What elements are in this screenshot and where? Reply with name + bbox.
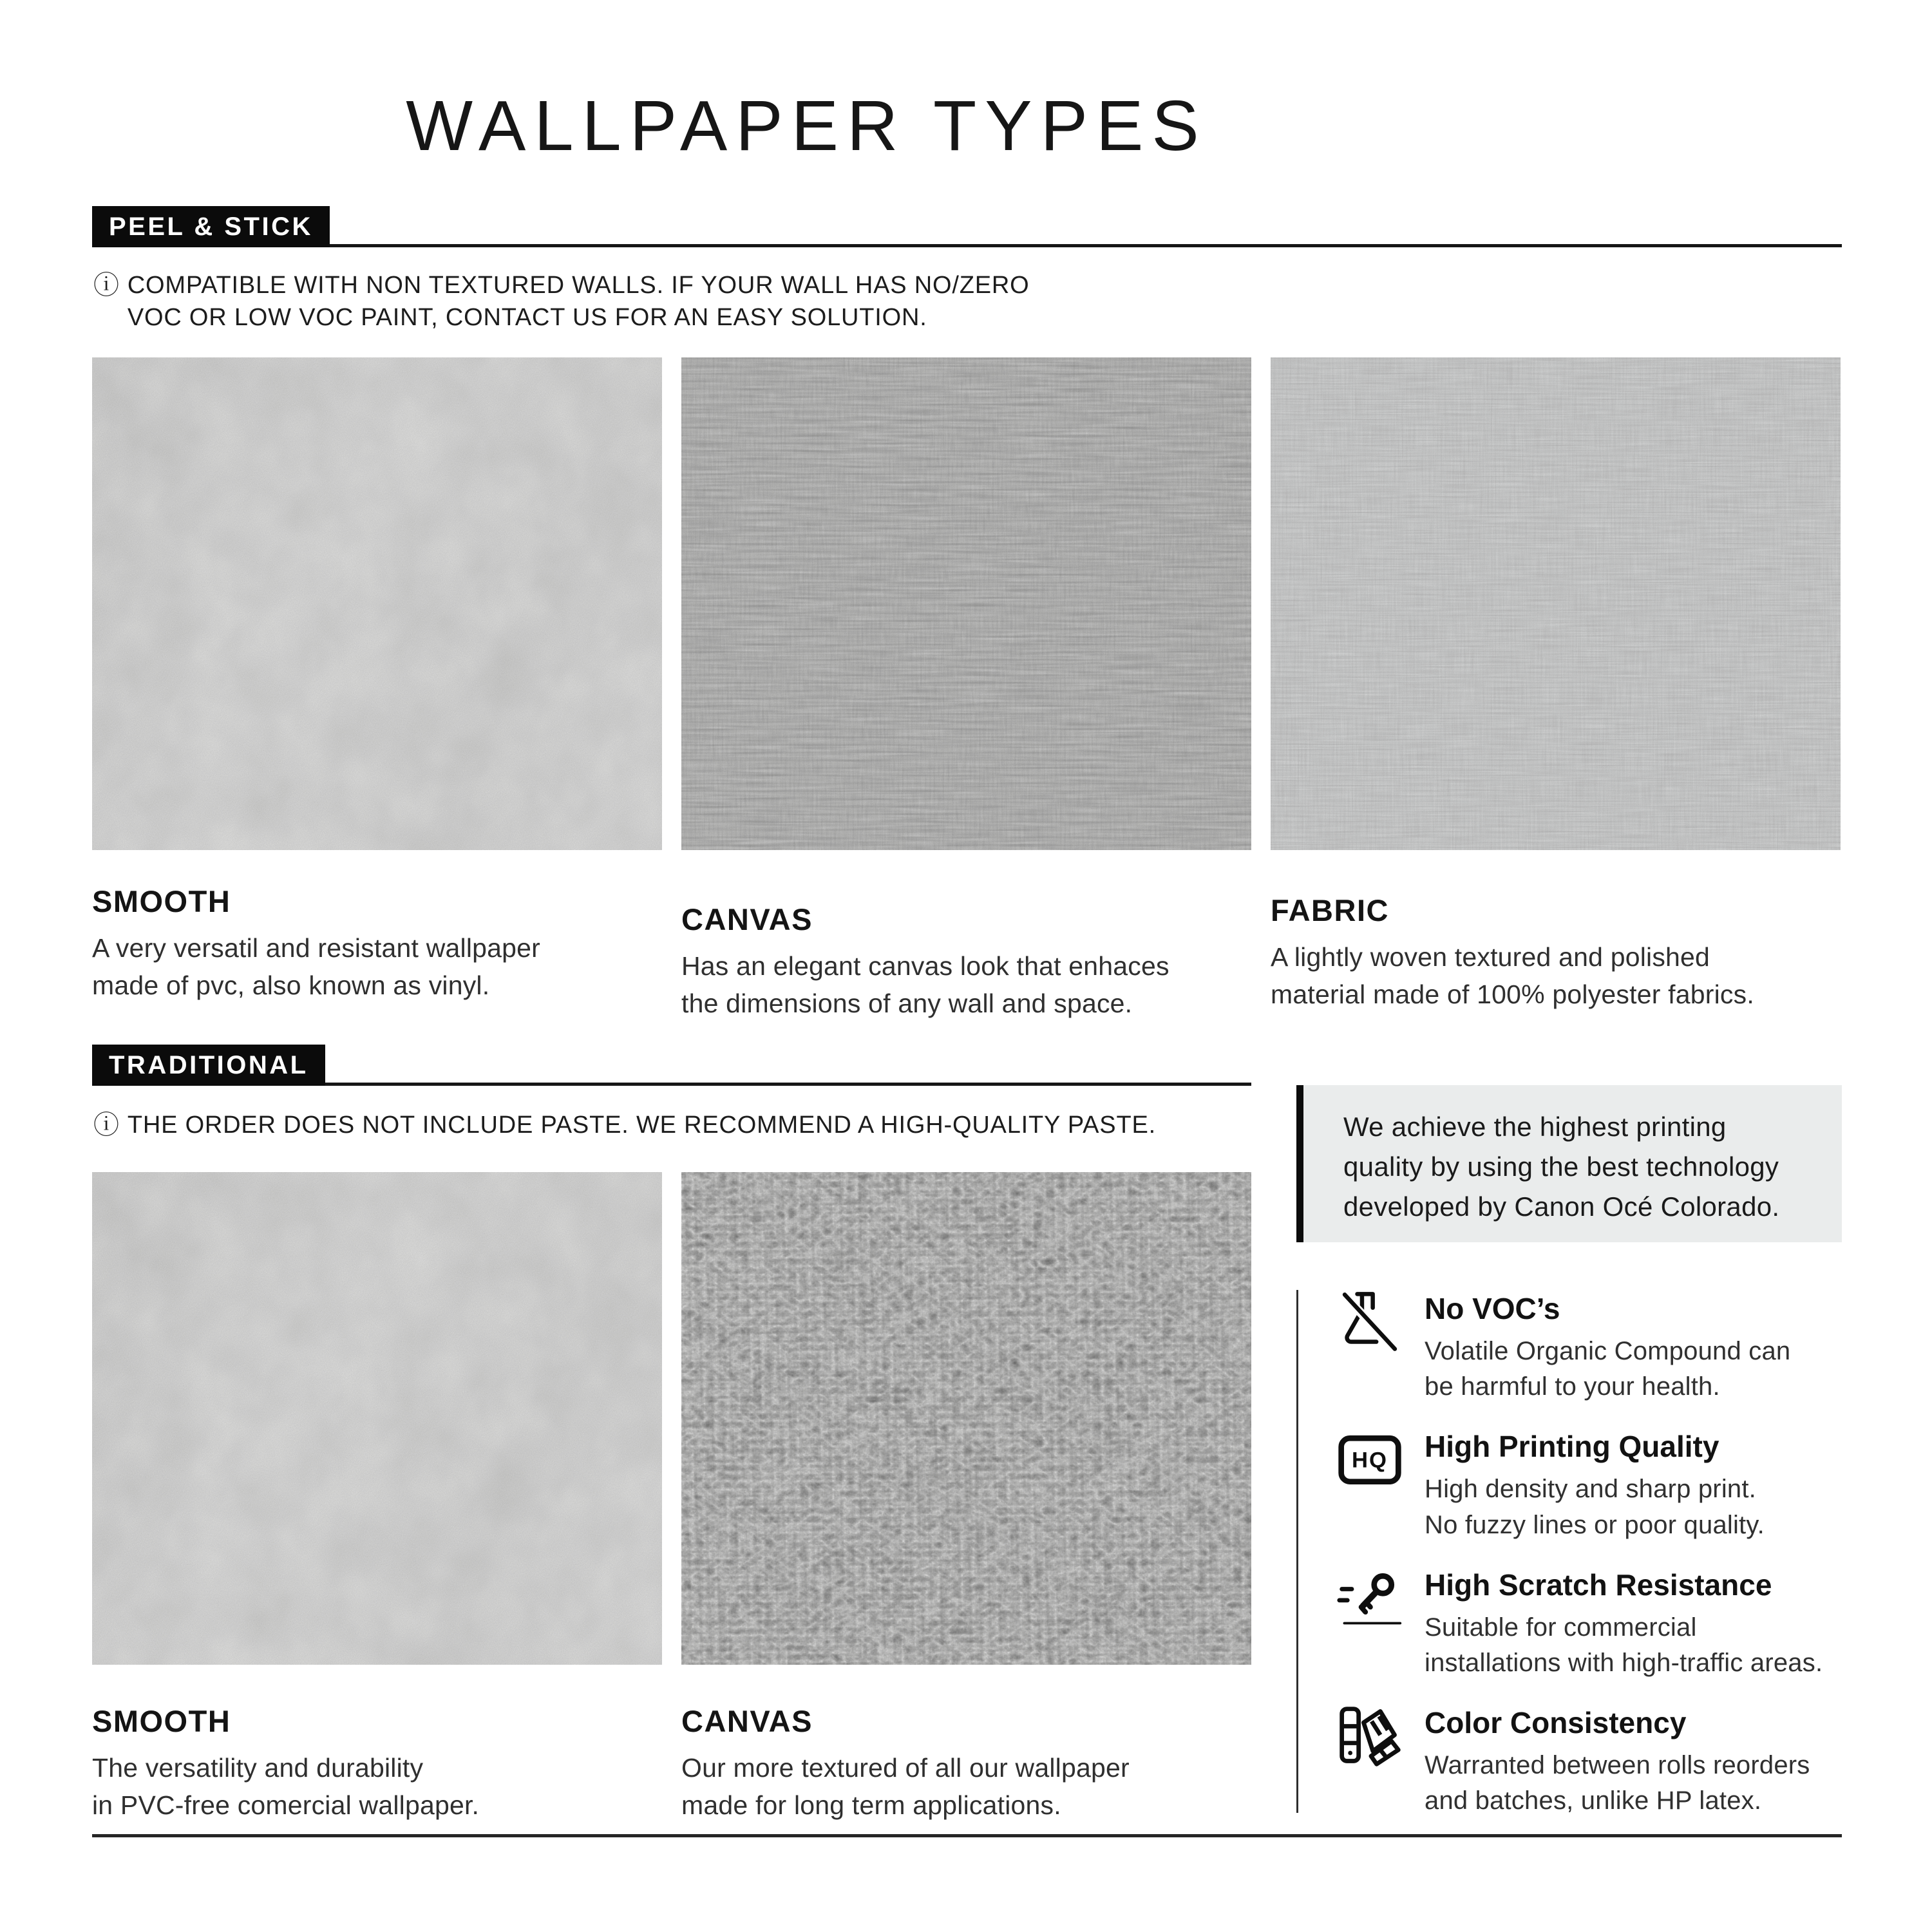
swatch-name: SMOOTH	[92, 1704, 231, 1738]
feature-scratch-resistance	[1336, 1566, 1842, 1681]
scratch-resistance-key-icon	[1336, 1565, 1408, 1631]
quality-statement-line: developed by Canon Océ Colorado.	[1343, 1191, 1780, 1222]
feature-title: High Scratch Resistance	[1425, 1567, 1772, 1602]
swatch-card-fabric-peel	[1271, 357, 1841, 1013]
swatch-card-smooth-traditional	[92, 1172, 662, 1824]
smooth-texture-image	[92, 357, 662, 850]
feature-desc-line: Volatile Organic Compound can	[1425, 1337, 1791, 1365]
traditional-rule	[325, 1083, 1251, 1086]
traditional-note	[93, 1109, 1156, 1141]
texture-swatch-canvas	[681, 357, 1251, 850]
swatch-name: SMOOTH	[92, 884, 231, 918]
texture-swatch-smooth	[92, 1172, 662, 1665]
note-line: COMPATIBLE WITH NON TEXTURED WALLS. IF YOUR WALL HAS NO/ZERO	[127, 272, 1030, 299]
feature-text	[1425, 1566, 1842, 1681]
feature-text	[1425, 1704, 1842, 1819]
peel-stick-rule	[330, 244, 1842, 247]
feature-desc-line: No fuzzy lines or poor quality.	[1425, 1510, 1765, 1539]
feature-description	[1425, 1748, 1842, 1819]
canvas-texture-image	[681, 357, 1251, 850]
swatch-desc-line: the dimensions of any wall and space.	[681, 989, 1133, 1019]
swatch-desc-line: A very versatil and resistant wallpaper	[92, 933, 541, 963]
swatch-card-smooth-peel	[92, 357, 662, 1004]
feature-description	[1425, 1334, 1842, 1405]
swatch-desc-line: The versatility and durability	[92, 1753, 424, 1783]
no-voc-flask-icon	[1336, 1289, 1408, 1354]
info-icon: ⓘ	[93, 271, 120, 299]
texture-swatch-fabric	[1271, 357, 1841, 850]
swatch-name: CANVAS	[681, 902, 813, 936]
traditional-label: TRADITIONAL	[92, 1045, 325, 1086]
swatch-card-canvas-traditional	[681, 1172, 1251, 1824]
note-lines	[128, 1109, 1156, 1141]
feature-text	[1425, 1290, 1842, 1405]
peel-stick-note	[93, 269, 1030, 334]
printing-quality-panel	[1296, 1085, 1842, 1242]
quality-statement-line: quality by using the best technology	[1343, 1151, 1779, 1182]
feature-title: High Printing Quality	[1425, 1430, 1719, 1464]
feature-desc-line: Suitable for commercial	[1425, 1613, 1697, 1642]
swatch-description	[92, 929, 662, 1004]
swatch-name: FABRIC	[1271, 893, 1389, 927]
swatch-desc-line: Has an elegant canvas look that enhaces	[681, 951, 1170, 981]
texture-swatch-smooth	[92, 357, 662, 850]
swatch-desc-line: Our more textured of all our wallpaper	[681, 1753, 1130, 1783]
smooth-texture-image	[92, 1172, 662, 1665]
feature-high-printing-quality	[1336, 1428, 1842, 1542]
feature-desc-line: and batches, unlike HP latex.	[1425, 1786, 1762, 1815]
swatch-desc-line: material made of 100% polyester fabrics.	[1271, 980, 1754, 1010]
swatch-desc-line: made for long term applications.	[681, 1790, 1061, 1821]
note-line: VOC OR LOW VOC PAINT, CONTACT US FOR AN EASY SOLUTION.	[127, 304, 927, 332]
feature-desc-line: Warranted between rolls reorders	[1425, 1751, 1810, 1780]
hq-badge-text: HQ	[1352, 1448, 1388, 1473]
swatch-name: CANVAS	[681, 1704, 813, 1738]
feature-desc-line: be harmful to your health.	[1425, 1372, 1720, 1401]
feature-text	[1425, 1428, 1842, 1542]
info-icon: ⓘ	[93, 1111, 120, 1139]
texture-swatch-canvas-coarse	[681, 1172, 1251, 1665]
feature-description	[1425, 1472, 1842, 1542]
feature-description	[1425, 1610, 1842, 1681]
peel-stick-label: PEEL & STICK	[92, 206, 330, 247]
color-swatches-icon	[1336, 1703, 1408, 1768]
feature-color-consistency	[1336, 1704, 1842, 1819]
page-title: WALLPAPER TYPES	[406, 86, 1208, 166]
swatch-description	[681, 1749, 1251, 1824]
traditional-section-header	[92, 1045, 1251, 1086]
feature-list	[1296, 1290, 1842, 1813]
feature-desc-line: installations with high-traffic areas.	[1425, 1648, 1823, 1677]
quality-statement-line: We achieve the highest printing	[1343, 1112, 1727, 1142]
swatch-description	[1271, 938, 1841, 1013]
swatch-desc-line: made of pvc, also known as vinyl.	[92, 971, 490, 1001]
feature-title: No VOC’s	[1425, 1292, 1560, 1325]
swatch-description	[681, 947, 1251, 1022]
hq-badge-icon	[1336, 1426, 1408, 1492]
swatch-desc-line: in PVC-free comercial wallpaper.	[92, 1790, 480, 1821]
swatch-desc-line: A lightly woven textured and polished	[1271, 942, 1710, 972]
feature-desc-line: High density and sharp print.	[1425, 1475, 1756, 1504]
feature-title: Color Consistency	[1425, 1706, 1687, 1740]
swatch-card-canvas-peel	[681, 357, 1251, 1022]
feature-no-voc	[1336, 1290, 1842, 1405]
footer-divider	[92, 1834, 1842, 1837]
note-line: THE ORDER DOES NOT INCLUDE PASTE. WE RECOMMEND A HIGH-QUALITY PASTE.	[127, 1112, 1156, 1139]
peel-stick-section-header	[92, 206, 1842, 247]
note-lines	[128, 269, 1030, 334]
swatch-description	[92, 1749, 662, 1824]
fabric-texture-image	[1271, 357, 1841, 850]
burlap-texture-image	[681, 1172, 1251, 1665]
